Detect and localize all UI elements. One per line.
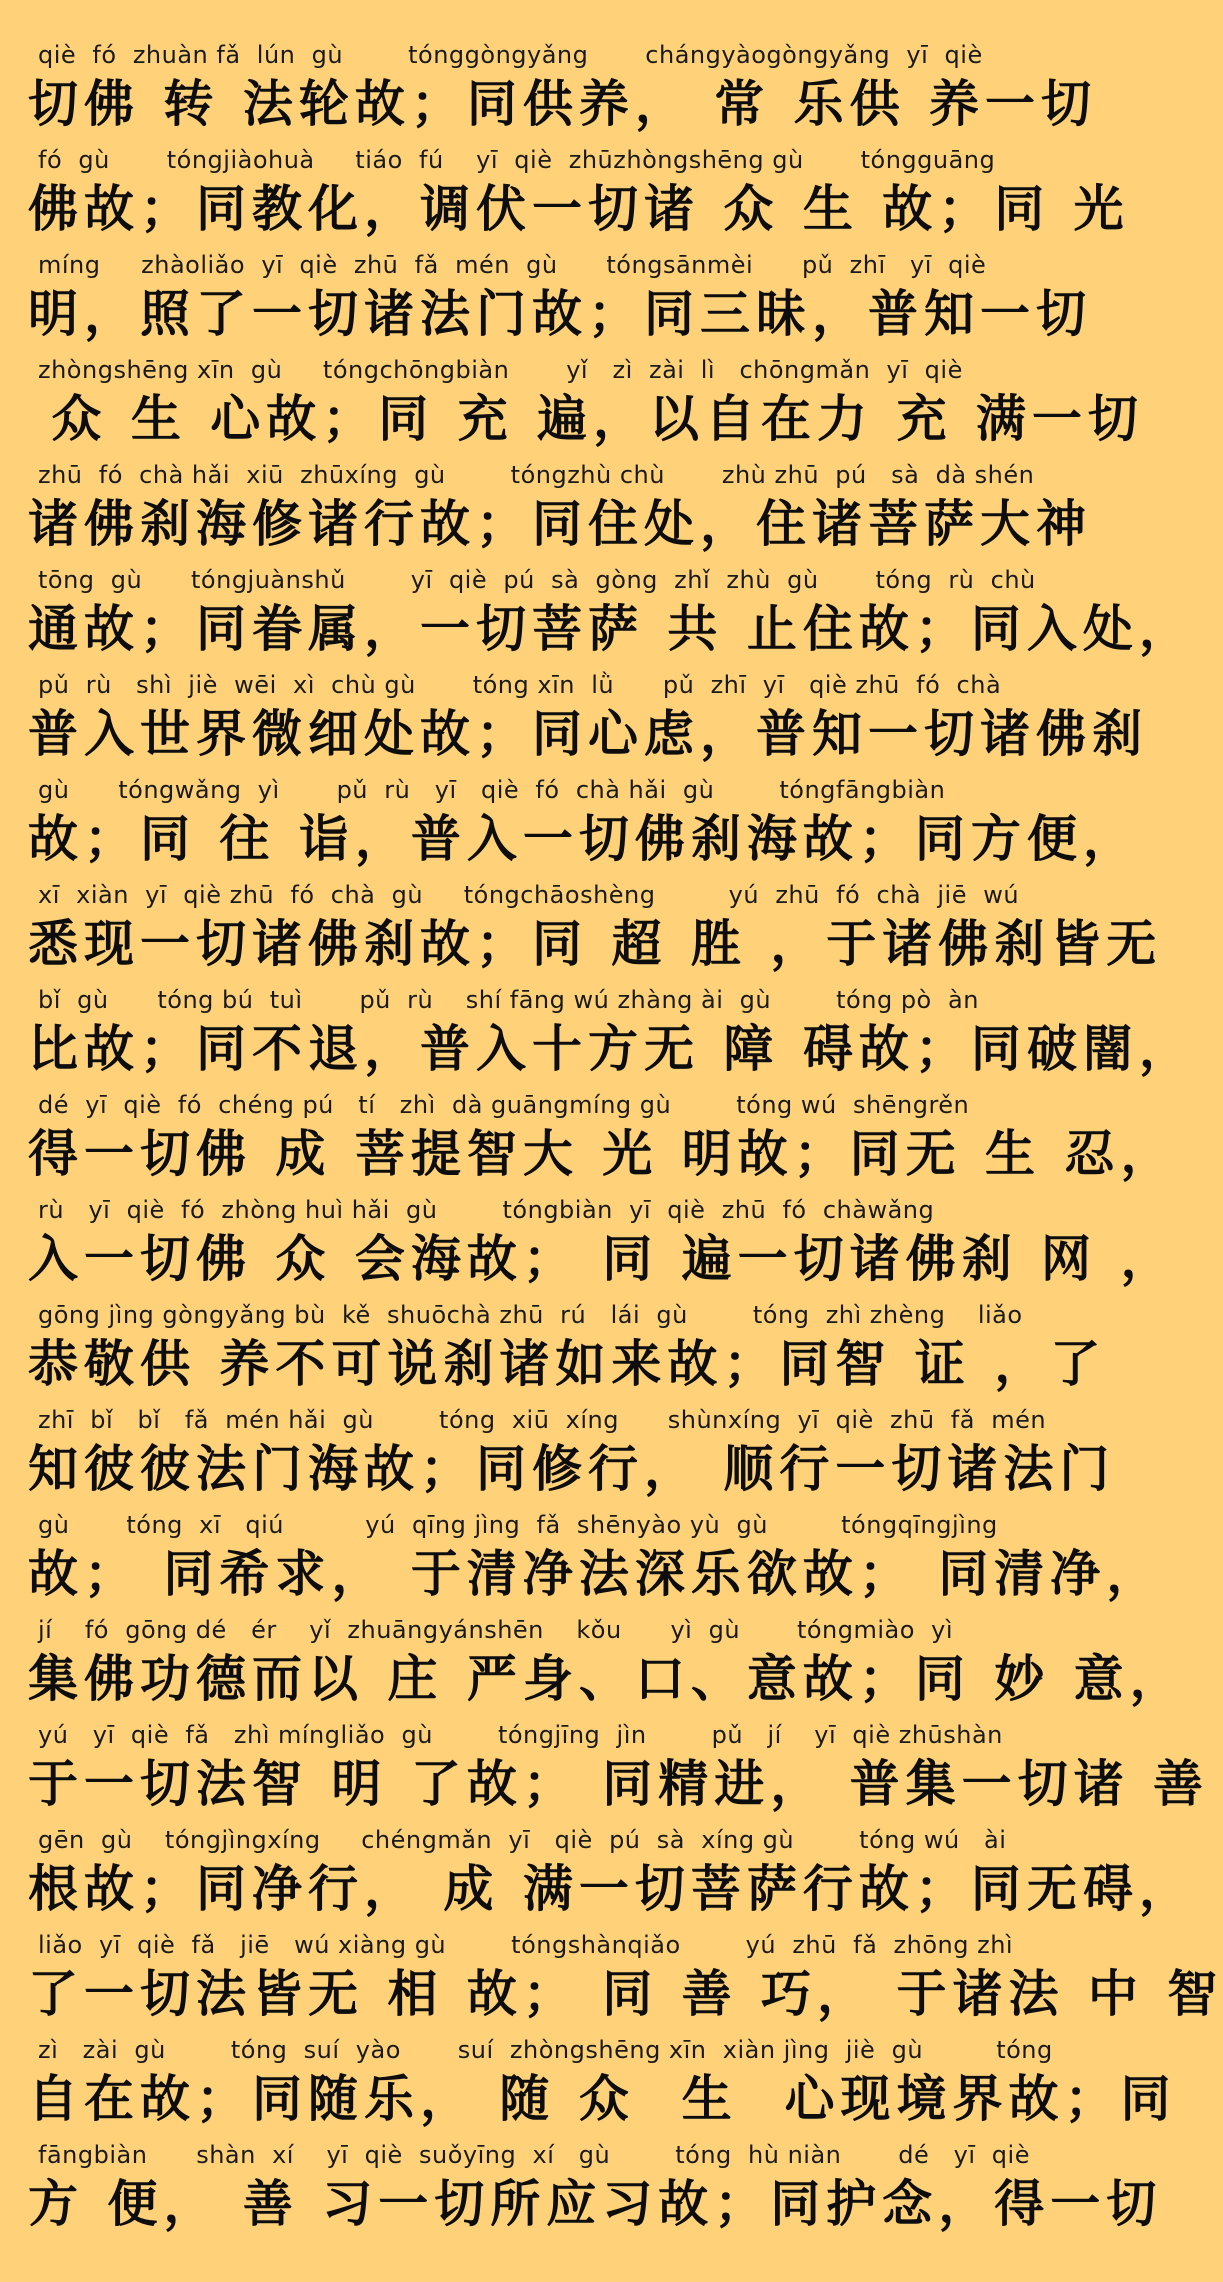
pinyin-line: zhū fó chà hǎi xiū zhūxíng gù tóngzhù chù zhù zhū pú sà dà shén [38,461,1035,489]
text-line [28,1088,1177,1193]
hanzi-line: 知彼彼法门海故；同修行， 顺行一切诸法门 [28,1440,1116,1498]
pinyin-line: yú yī qiè fǎ zhì míngliǎo gù tóngjīng jìn pǔ jí yī qiè zhūshàn [38,1721,1003,1749]
text-line [28,1718,1210,1823]
hanzi-line: 佛故；同教化，调伏一切诸 众 生 故；同 光 [28,180,1130,238]
hanzi-line: 恭敬供 养不可说刹诸如来故；同智 证 ，了 [28,1335,1107,1393]
hanzi-line: 得一切佛 成 菩提智大 光 明故；同无 生 忍， [28,1125,1177,1183]
pinyin-line: dé yī qiè fó chéng pú tí zhì dà guāngmíng gù tóng wú shēngrěn [38,1091,970,1119]
pinyin-line: zhī bǐ bǐ fǎ mén hǎi gù tóng xiū xíng shùnxíng yī qiè zhū fǎ mén [38,1406,1047,1434]
hanzi-line: 切佛 转 法轮故；同供养， 常 乐供 养一切 [28,75,1098,133]
hanzi-line: 故；同 往 诣，普入一切佛刹海故；同方便， [28,810,1139,868]
pinyin-line: gù tóng xī qiú yú qīng jìng fǎ shēnyào yù gù tóngqīngjìng [38,1511,998,1539]
text-line [28,1823,1195,1928]
pinyin-line: liǎo yī qiè fǎ jiē wú xiàng gù tóngshànqiǎo yú zhū fǎ zhōng zhì [38,1931,1014,1959]
text-line [28,1193,1177,1298]
text-line [28,563,1195,668]
text-line [28,1613,1186,1718]
pinyin-line: pǔ rù shì jiè wēi xì chù gù tóng xīn lǜ pǔ zhī yī qiè zhū fó chà [38,671,1002,699]
pinyin-line: rù yī qiè fó zhòng huì hǎi gù tóngbiàn yī qiè zhū fó chàwǎng [38,1196,935,1224]
text-line [28,458,1092,563]
pinyin-line: zhòngshēng xīn gù tóngchōngbiàn yǐ zì zài lì chōngmǎn yī qiè [38,356,963,384]
pinyin-line: gēn gù tóngjìngxíng chéngmǎn yī qiè pú sà xíng gù tóng wú ài [38,1826,1007,1854]
pinyin-line: fó gù tóngjiàohuà tiáo fú yī qiè zhūzhòngshēng gù tóngguāng [38,146,996,174]
pinyin-line: bǐ gù tóng bú tuì pǔ rù shí fāng wú zhàng ài gù tóng pò àn [38,986,979,1014]
text-line [28,1928,1223,2033]
hanzi-line: 了一切法皆无 相 故； 同 善 巧， 于诸法 中 智 [28,1965,1223,2023]
pinyin-line: xī xiàn yī qiè zhū fó chà gù tóngchāoshèng yú zhū fó chà jiē wú [38,881,1020,909]
pinyin-line: míng zhàoliǎo yī qiè zhū fǎ mén gù tóngsānmèi pǔ zhī yī qiè [38,251,987,279]
hanzi-line: 通故；同眷属，一切菩萨 共 止住故；同入处， [28,600,1195,658]
text-line [28,773,1139,878]
text-line [28,143,1130,248]
text-line [28,248,1092,353]
text-line [28,878,1163,983]
hanzi-line: 自在故；同随乐， 随 众 生 心现境界故；同 [28,2070,1177,2128]
text-line [28,983,1195,1088]
pinyin-line: qiè fó zhuàn fǎ lún gù tónggòngyǎng chángyàogòngyǎng yī qiè [38,41,983,69]
hanzi-line: 诸佛刹海修诸行故；同住处，住诸菩萨大神 [28,495,1092,553]
hanzi-line: 普入世界微细处故；同心虑，普知一切诸佛刹 [28,705,1148,763]
pinyin-line: gù tóngwǎng yì pǔ rù yī qiè fó chà hǎi gù tóngfāngbiàn [38,776,946,804]
text-line [28,353,1144,458]
text-line [28,1508,1163,1613]
pinyin-line: jí fó gōng dé ér yǐ zhuāngyánshēn kǒu yì gù tóngmiào yì [38,1616,954,1644]
text-line [28,1403,1116,1508]
hanzi-line: 入一切佛 众 会海故； 同 遍一切诸佛刹 网 ， [28,1230,1177,1288]
hanzi-line: 悉现一切诸佛刹故；同 超 胜 ，于诸佛刹皆无 [28,915,1163,973]
text-line [28,2033,1177,2138]
text-line [28,668,1148,773]
hanzi-line: 明，照了一切诸法门故；同三昧，普知一切 [28,285,1092,343]
pinyin-line: tōng gù tóngjuànshǔ yī qiè pú sà gòng zhǐ zhù gù tóng rù chù [38,566,1036,594]
hanzi-line: 集佛功德而以 庄 严身、口、意故；同 妙 意， [28,1650,1186,1708]
pinyin-line: zì zài gù tóng suí yào suí zhòngshēng xīn xiàn jìng jiè gù tóng [38,2036,1053,2064]
hanzi-line: 根故；同净行， 成 满一切菩萨行故；同无碍， [28,1860,1195,1918]
hanzi-line: 故； 同希求， 于清净法深乐欲故； 同清净， [28,1545,1163,1603]
hanzi-line: 众 生 心故；同 充 遍，以自在力 充 满一切 [28,390,1144,448]
hanzi-line: 于一切法智 明 了故； 同精进， 普集一切诸 善 [28,1755,1210,1813]
hanzi-line: 比故；同不退，普入十方无 障 碍故；同破闇， [28,1020,1195,1078]
text-line [28,1298,1107,1403]
pinyin-line: fāngbiàn shàn xí yī qiè suǒyīng xí gù tóng hù niàn dé yī qiè [38,2141,1030,2169]
text-line [28,2138,1163,2243]
pinyin-line: gōng jìng gòngyǎng bù kě shuōchà zhū rú lái gù tóng zhì zhèng liǎo [38,1301,1023,1329]
hanzi-line: 方 便， 善 习一切所应习故；同护念，得一切 [28,2175,1163,2233]
text-line [28,38,1098,143]
